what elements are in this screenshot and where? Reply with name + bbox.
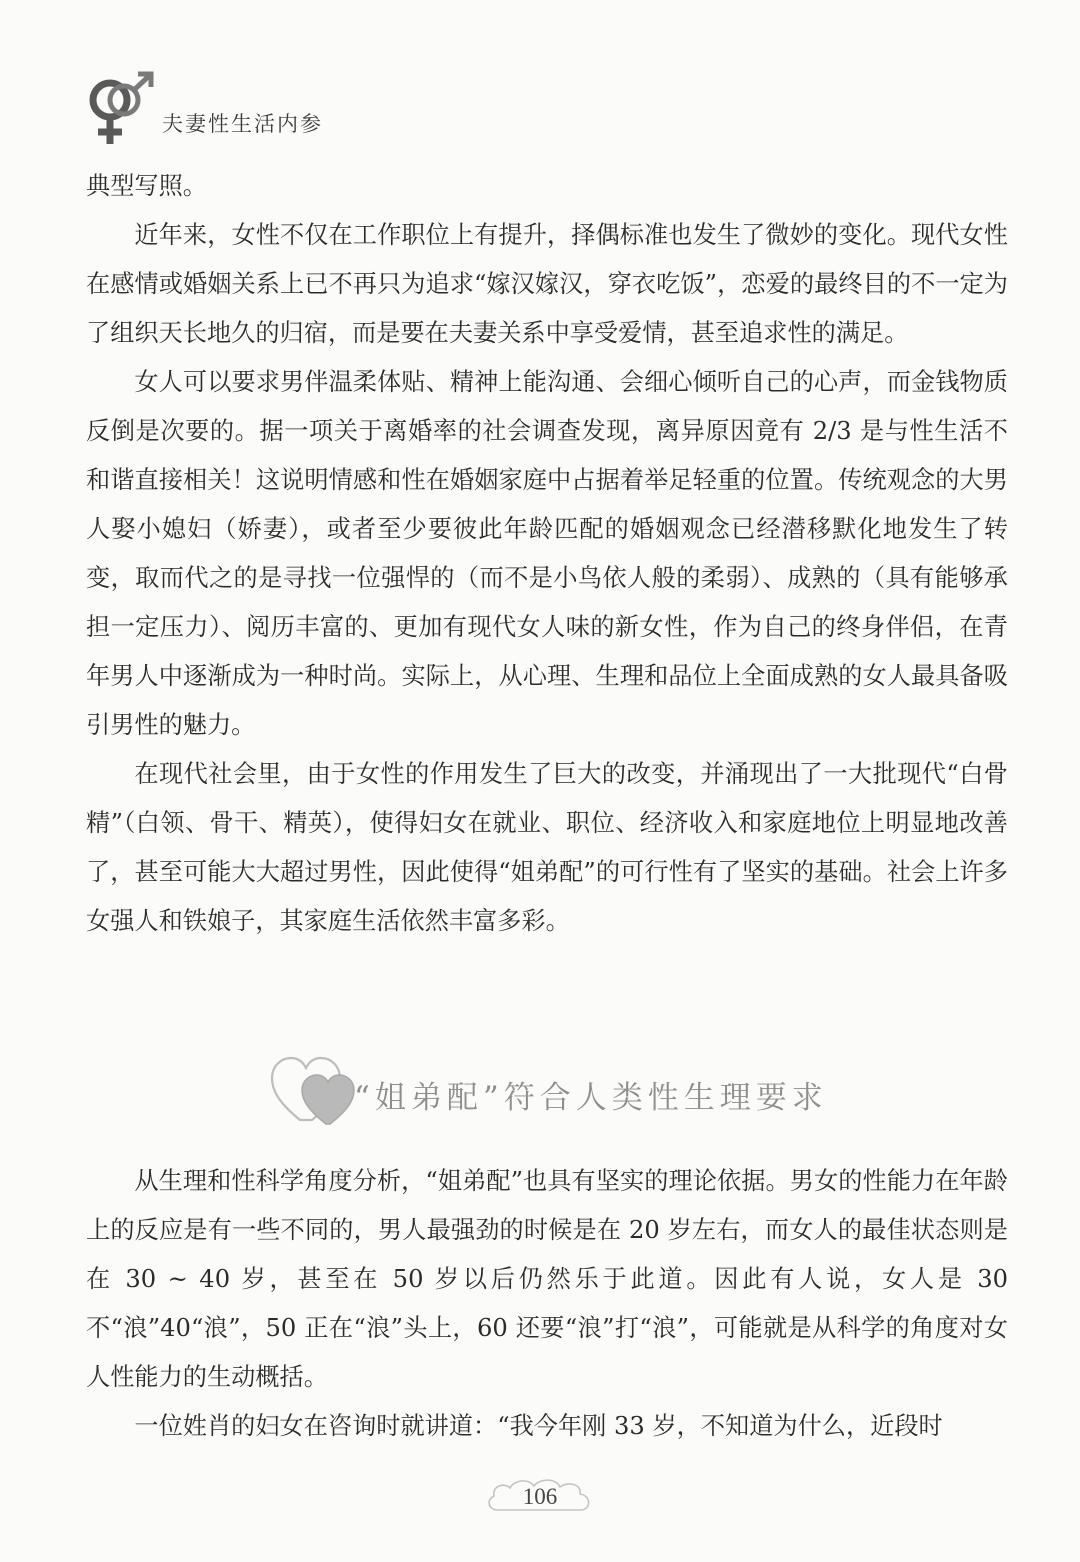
paragraph: 近年来，女性不仅在工作职位上有提升，择偶标准也发生了微妙的变化。现代女性在感情或婚姻关系上已不再只为追求“嫁汉嫁汉，穿衣吃饭”，恋爱的最终目的不一定为了组织天长地久的归宿，而是要在夫妻关系中享受爱情，甚至追求性的满足。 [86, 221, 1008, 347]
body-text-bottom [86, 1157, 1008, 1451]
running-header-title: 夫妻性生活内参 [162, 112, 323, 136]
paragraph: 一位姓肖的妇女在咨询时就讲道：“我今年刚 33 岁，不知道为什么，近段时 [134, 1412, 943, 1440]
paragraph: 从生理和性科学角度分析，“姐弟配”也具有坚实的理论依据。男女的性能力在年龄上的反应是有一些不同的，男人最强劲的时候是在 20 岁左右，而女人的最佳状态则是在 30 ~ 40 岁，甚至在 50 岁以后仍然乐于此道。因此有人说，女人是 30 不“浪”40“浪”，50 正在“浪”头上，60 还要“浪”打“浪”，可能就是从科学的角度对女人性能力的生动概括。 [86, 1167, 1008, 1391]
paragraph: 在现代社会里，由于女性的作用发生了巨大的改变，并涌现出了一大批现代“白骨精”（白领、骨干、精英），使得妇女在就业、职位、经济收入和家庭地位上明显地改善了，甚至可能大大超过男性，因此使得“姐弟配”的可行性有了坚实的基础。社会上许多女强人和铁娘子，其家庭生活依然丰富多彩。 [86, 760, 1008, 935]
page-number: 106 [522, 1484, 558, 1509]
section-heading [270, 1050, 870, 1130]
body-text-top [86, 162, 1008, 946]
double-heart-icon [270, 1050, 366, 1130]
page-number-badge [484, 1476, 596, 1520]
section-heading-text: “姐弟配”符合人类性生理要求 [354, 1080, 828, 1116]
gender-symbol-icon [84, 70, 158, 150]
paragraph: 典型写照。 [86, 172, 207, 200]
paragraph: 女人可以要求男伴温柔体贴、精神上能沟通、会细心倾听自己的心声，而金钱物质反倒是次要的。据一项关于离婚率的社会调查发现，离异原因竟有 2/3 是与性生活不和谐直接相关！这说明情感和性在婚姻家庭中占据着举足轻重的位置。传统观念的大男人娶小媳妇（娇妻），或者至少要彼此年龄匹配的婚姻观念已经潜移默化地发生了转变，取而代之的是寻找一位强悍的（而不是小鸟依人般的柔弱）、成熟的（具有能够承担一定压力）、阅历丰富的、更加有现代女人味的新女性，作为自己的终身伴侣，在青年男人中逐渐成为一种时尚。实际上，从心理、生理和品位上全面成熟的女人最具备吸引男性的魅力。 [86, 368, 1008, 739]
running-header [84, 70, 484, 150]
